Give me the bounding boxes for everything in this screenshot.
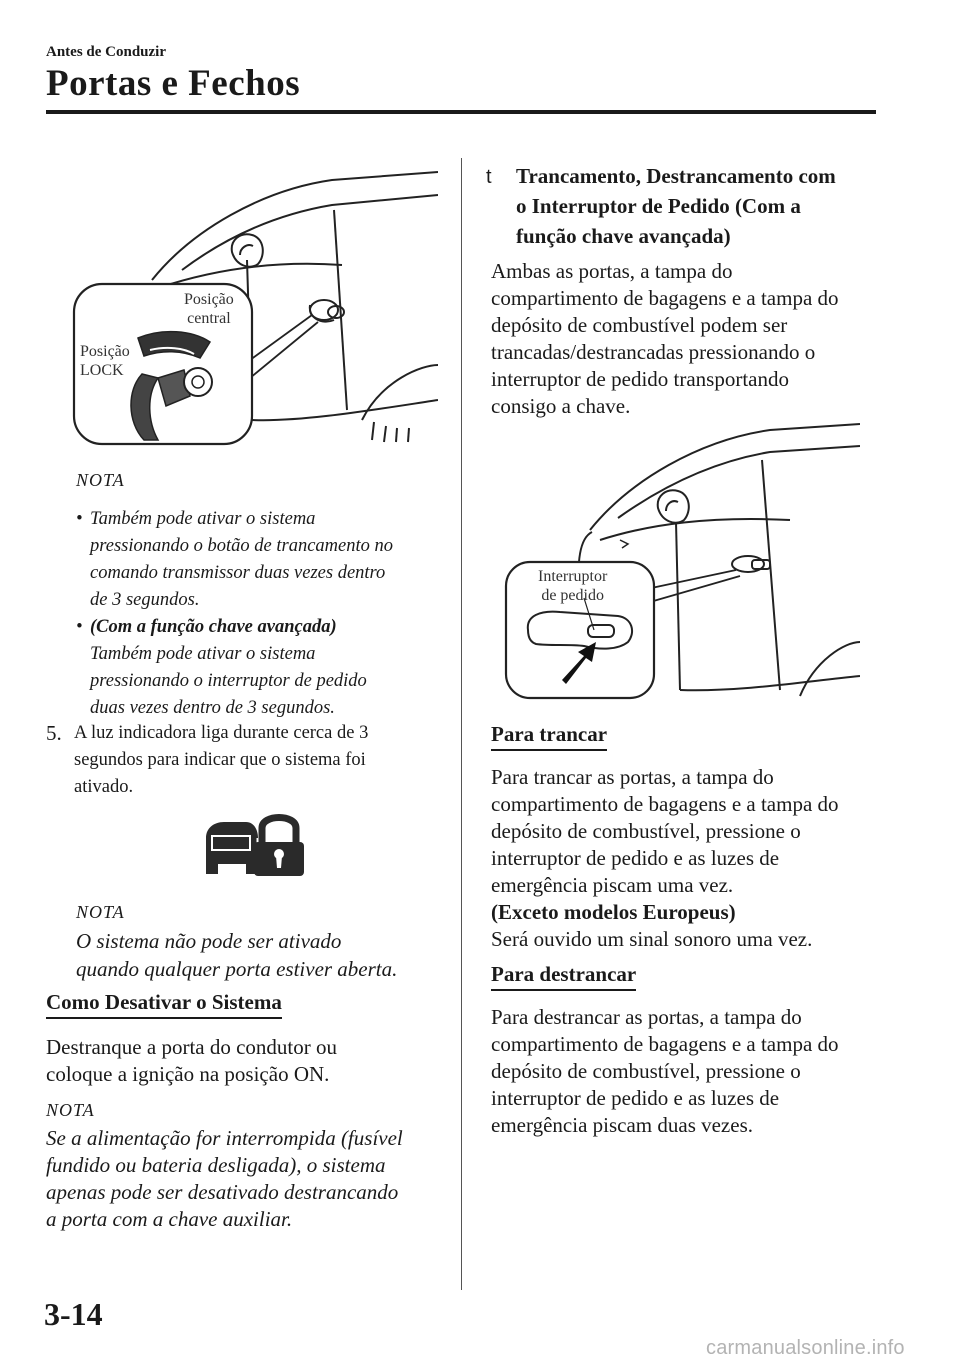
figure-request-switch — [500, 420, 860, 702]
chapter-label: Antes de Conduzir — [46, 44, 167, 60]
section-lock — [491, 722, 607, 751]
watermark: carmanualsonline.info — [706, 1337, 905, 1359]
section-marker: t — [486, 166, 492, 188]
note-2-text: O sistema não pode ser ativado quando qualquer porta estiver aberta. — [76, 929, 398, 981]
note-title-3: NOTA — [46, 1100, 95, 1120]
section-lock-body: Para trancar as portas, a tampa do compartimento de bagagens e a tampa do depósito de combustível, pressione o interruptor de pedido e as luzes de emergência piscam uma vez. (Exceto modelos Europeus) Será ouvido um sinal sonoro uma vez. — [491, 764, 871, 953]
note-3-text: Se a alimentação for interrompida (fusível fundido ou bateria desligada), o sistema apenas pode ser desativado destrancando a porta com a chave auxiliar. — [46, 1126, 403, 1231]
subsection-intro: Ambas as portas, a tampa do compartimento de bagagens e a tampa do depósito de combustível podem ser trancadas/destrancadas pressionando o interruptor de pedido transportando consigo a chave. — [491, 259, 839, 418]
figure-key-cylinder — [72, 160, 438, 446]
note-1-bullet-1: • Também pode ativar o sistema pressionando o botão de trancamento no comando transmissor duas vezes dentro de 3 segundos. — [76, 506, 446, 614]
bullet-dot: • — [76, 617, 83, 637]
note-title-1: NOTA — [76, 470, 125, 490]
header-rule — [46, 110, 876, 114]
section-unlock-body: Para destrancar as portas, a tampa do compartimento de bagagens e a tampa do depósito de combustível, pressione o interruptor de pedido e as luzes de emergência piscam duas vezes. — [491, 1005, 839, 1137]
bullet-dot: • — [76, 509, 83, 529]
car-door-request-switch-illustration — [500, 420, 860, 702]
step-5: 5. A luz indicadora liga durante cerca de 3 segundos para indicar que o sistema foi ativado. — [46, 721, 369, 797]
label-request-switch: Interruptor de pedido — [538, 568, 608, 604]
section-unlock-title: Para destrancar — [491, 962, 636, 991]
security-indicator-icon — [200, 808, 306, 878]
subsection-heading: Trancamento, Destrancamento com o Interruptor de Pedido (Com a função chave avançada) — [516, 164, 836, 248]
note-title-2: NOTA — [76, 902, 125, 922]
section-lock-title: Para trancar — [491, 722, 607, 751]
section-unlock — [491, 962, 636, 991]
section-deactivate-title: Como Desativar o Sistema — [46, 990, 282, 1019]
car-door-key-illustration — [72, 160, 438, 446]
page-number: 3-14 — [44, 1296, 103, 1332]
page-title: Portas e Fechos — [46, 63, 301, 104]
label-position-central: Posição central — [184, 291, 234, 327]
label-position-lock: Posição LOCK — [80, 343, 130, 379]
note-1-bullet-2: • (Com a função chave avançada) Também pode ativar o sistema pressionando o interruptor de pedido duas vezes dentro de 3 segundos. — [76, 614, 446, 722]
note-1-list — [76, 506, 446, 722]
section-deactivate — [46, 990, 282, 1019]
section-deactivate-body: Destranque a porta do condutor ou coloque a ignição na posição ON. — [46, 1035, 337, 1086]
lock-except-note: (Exceto modelos Europeus) — [491, 900, 736, 924]
lock-beep-note: Será ouvido um sinal sonoro uma vez. — [491, 927, 813, 951]
column-divider — [461, 158, 462, 1290]
